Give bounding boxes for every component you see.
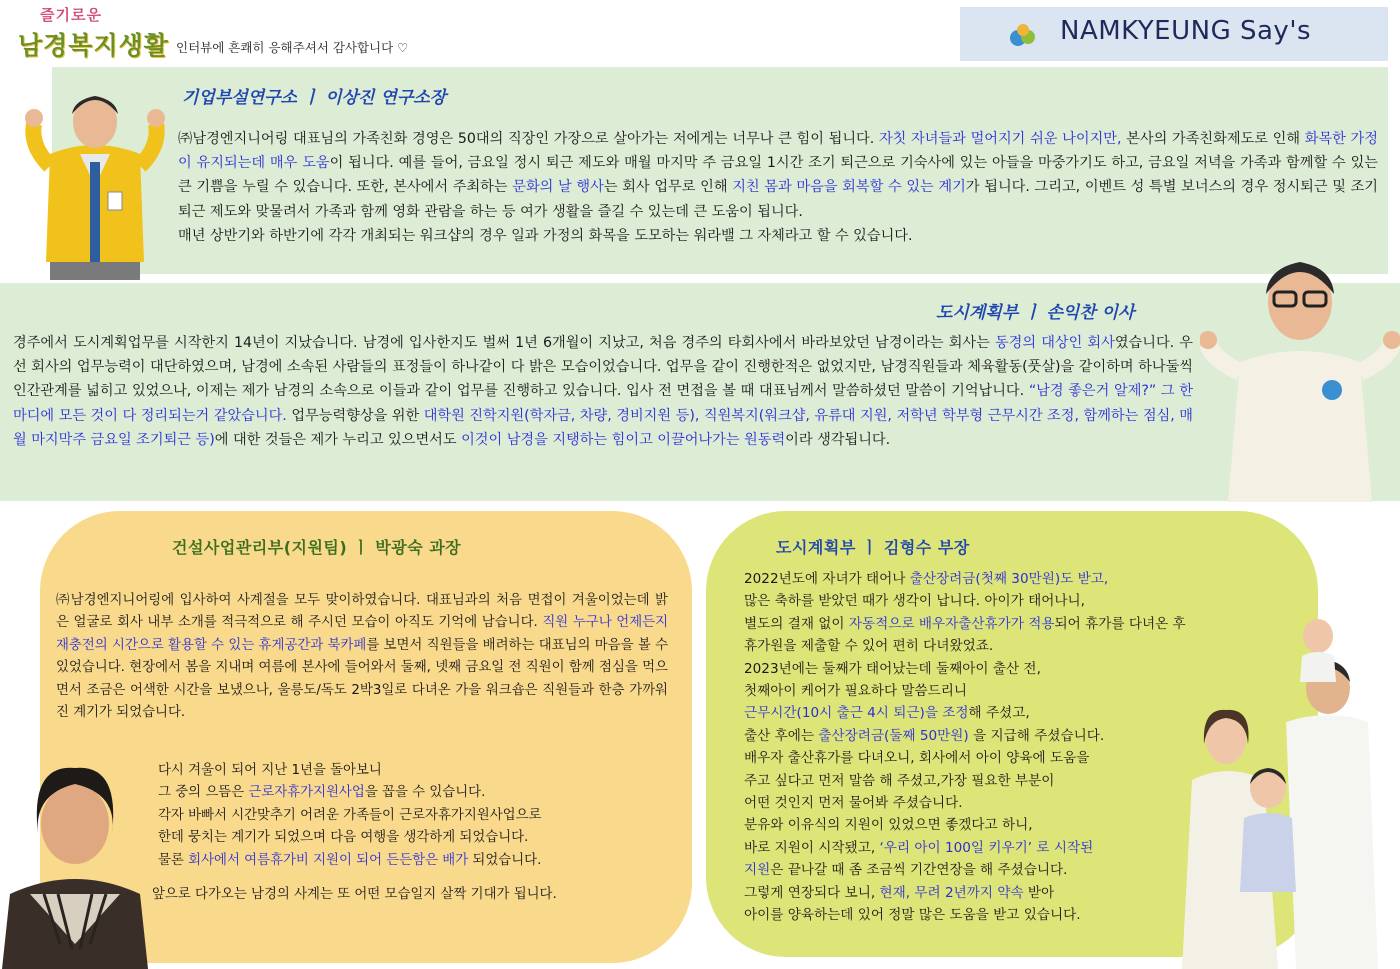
- tagline: 인터뷰에 흔쾌히 응해주셔서 감사합니다 ♡: [176, 40, 409, 55]
- body-text: 출산 후에는: [744, 727, 819, 744]
- body-text: 는 회사 업무로 인해: [603, 179, 733, 196]
- logo-subtitle: 즐기로운: [40, 6, 102, 24]
- highlight-text: 화목한 가정이 유지되는데 매우 도움: [178, 131, 1378, 172]
- highlight-text: “남경 좋은거 알제?” 그 한마디에 모든 것이 다 정리되는거 같았습니다.: [13, 383, 1194, 424]
- highlight-text: 문화의 날 행사: [512, 179, 604, 196]
- section-2-title: 도시계획부 ㅣ 손익찬 이사: [936, 303, 1135, 323]
- manager-photo: [0, 744, 150, 969]
- panel-3-paragraph-1: [56, 590, 668, 724]
- section-1-text: [178, 127, 1378, 248]
- panel-3-closing: 앞으로 다가오는 남경의 사계는 또 어떤 모습일지 살짝 기대가 됩니다.: [152, 887, 557, 902]
- panel-4-line: [744, 590, 1304, 612]
- body-text: 해 주셨고,: [968, 705, 1030, 722]
- body-text: 그렇게 연장되다 보니,: [744, 884, 880, 901]
- body-text: 되어 휴가를 다녀온 후: [1054, 615, 1186, 632]
- panel-4-line: [744, 568, 1304, 590]
- body-text: 를 보면서 직원들을 배려하는 대표님의 마음을 볼 수 있었습니다. 현장에서 봄을 지내며 여름에 본사에 들어와서 둘째, 넷째 금요일 전 직원이 함께 점심을 먹으면서 조금은 어색한 시간을 보냈으나, 울릉도/독도 2박3일로 다녀온 가을 워크숍은 직원들과 한층 가까워진 계기가 되었습니다.: [56, 637, 668, 721]
- highlight-text: 출산장려금(첫째 30만원)도 받고,: [909, 571, 1109, 587]
- director-photo: [1200, 232, 1400, 502]
- body-text: 주고 싶다고 먼저 말씀 해 주셨고,가장 필요한 부분이: [744, 772, 1055, 789]
- body-text: 어떤 것인지 먼저 물어봐 주셨습니다.: [744, 795, 963, 812]
- body-text: 을 지급해 주셨습니다.: [968, 727, 1105, 744]
- body-text: 물론: [158, 852, 189, 868]
- body-text: 은 끝나갈 때 좀 조금씩 기간연장을 해 주셨습니다.: [770, 862, 1068, 879]
- panel-4-title: 도시계획부 ㅣ 김형수 부장: [776, 538, 970, 557]
- body-text: 본사의 가족친화제도로 인해: [1121, 131, 1305, 147]
- body-text: 2022년도에 자녀가 태어나: [744, 571, 910, 587]
- company-logo-icon: [1008, 22, 1038, 50]
- say-title: NAMKYEUNG Say's: [1060, 16, 1312, 46]
- body-text: 에 대한 것들은 제가 누리고 있으면서도: [214, 431, 462, 448]
- panel-3-title: 건설사업관리부(지원팀) ㅣ 박광숙 과장: [172, 538, 462, 557]
- highlight-text: 동경의 대상인 회사: [994, 335, 1115, 351]
- highlight-text: 지원: [744, 862, 771, 879]
- highlight-text: 이것이 남경을 지탱하는 힘이고 이끌어나가는 원동력: [461, 431, 786, 448]
- highlight-text: 대학원 진학지원(학자금, 차량, 경비지원 등), 직원복지(워크샵, 유류대 지원, 저학년 학부형 근무시간 조정, 함께하는 점심, 매월 마지막주 금요일 조기퇴근 등): [13, 407, 1193, 448]
- body-text: 되었습니다.: [468, 852, 542, 868]
- body-text: 그 중의 으뜸은: [158, 785, 249, 801]
- section-1-title: 기업부설연구소 ㅣ 이상진 연구소장: [182, 88, 447, 108]
- body-text: 가 됩니다. 그리고, 이벤트 성 특별 보너스의 경우 정시퇴근 및 조기 퇴근 제도와 맞물려서 가족과 함께 영화 관람을 하는 등 여가 생활을 즐길 수 있는데 큰 도움이 됩니다.: [178, 179, 1378, 220]
- highlight-text: 근무시간(10시 출근 4시 퇴근)을 조정: [744, 705, 969, 722]
- logo-title: 남경복지생활: [18, 31, 169, 60]
- body-text: ㈜남경엔지니어링에 입사하여 사계절을 모두 맞이하였습니다. 대표님과의 처음 면접이 겨울이었는데 밝은 얼굴로 회사 내부 소개를 적극적으로 해 주시던 모습이 아직도 기억에 남습니다.: [56, 593, 668, 631]
- body-text: 각자 바빠서 시간맞추기 어려운 가족들이 근로자휴가지원사업으로: [158, 807, 542, 823]
- body-text: 업무능력향상을 위한: [286, 407, 424, 424]
- body-text: 첫째아이 케어가 필요하다 말씀드리니: [744, 683, 968, 700]
- body-text: ㈜남경엔지니어링 대표님의 가족친화 경영은 50대의 직장인 가장으로 살아가는 저에게는 너무나 큰 힘이 됩니다.: [178, 131, 879, 147]
- highlight-text: 출산장려금(둘째 50만원): [818, 727, 969, 744]
- body-text: 이라 생각됩니다.: [785, 431, 891, 448]
- highlight-text: 회사에서 여름휴가비 지원이 되어 든든함은 배가: [188, 852, 469, 868]
- family-photo: [1168, 612, 1400, 969]
- highlight-text: 자동적으로 배우자출산휴가가 적용: [848, 615, 1055, 632]
- body-text: 받아: [1023, 884, 1055, 901]
- body-text: 배우자 출산휴가를 다녀오니, 회사에서 아이 양육에 도움을: [744, 750, 1090, 767]
- body-text: 2023년에는 둘째가 태어났는데 둘째아이 출산 전,: [744, 660, 1041, 677]
- section-1-last-line: 매년 상반기와 하반기에 각각 개최되는 워크샵의 경우 일과 가정의 화목을 도모하는 워라밸 그 자체라고 할 수 있습니다.: [178, 227, 913, 244]
- body-text: 휴가원을 제출할 수 있어 편히 다녀왔었죠.: [744, 638, 994, 655]
- body-text: 였습니다. 우선 회사의 업무능력이 대단하였으며, 남경에 소속된 사람들의 표정들이 하나같이 다 밝은 모습이었습니다. 업무을 같이 진행한적은 없었지만, 남경직원들과 체육활동(풋살)을 같이하며 하나둘씩 인간관계를 넓히고 있었으나, 이제는 제가 남경의 소속으로 이들과 같이 업무를 진행하고 있습니다. 입사 전 면접을 볼 때 대표님께서 말씀하셨던 말씀이 기억납니다.: [13, 335, 1194, 400]
- highlight-text: ‘우리 아이 100일 키우기’ 로 시작된: [879, 839, 1094, 856]
- body-text: 별도의 결재 없이: [744, 615, 849, 632]
- body-text: 분유와 이유식의 지원이 있었으면 좋겠다고 하니,: [744, 817, 1033, 834]
- body-text: 을 꼽을 수 있습니다.: [364, 785, 486, 801]
- body-text: 바로 지원이 시작됐고,: [744, 839, 880, 856]
- highlight-text: 현재, 무려 2년까지 약속: [879, 884, 1024, 901]
- body-text: 경주에서 도시계획업무를 시작한지 14년이 지났습니다. 남경에 입사한지도 벌써 1년 6개월이 지났고, 처음 경주의 타회사에서 바라보았던 남경이라는 회사는: [13, 335, 995, 351]
- body-text: 한데 뭉치는 계기가 되었으며 다음 여행을 생각하게 되었습니다.: [158, 830, 529, 846]
- section-2-text: [13, 331, 1193, 452]
- highlight-text: 근로자휴가지원사업: [248, 785, 365, 801]
- body-text: 이 됩니다. 예를 들어, 금요일 정시 퇴근 제도와 매월 마지막 주 금요일 1시간 조기 퇴근으로 기숙사에 있는 아들을 마중가기도 하고, 금요일 저녁을 가족과 함께할 수 있는 큰 기쁨을 누릴 수 있습니다. 또한, 본사에서 주최하는: [178, 155, 1378, 196]
- highlight-text: 직원 누구나 언제든지 재충전의 시간으로 활용할 수 있는 휴게공간과 북카페: [56, 615, 668, 653]
- body-text: 아이를 양육하는데 있어 정말 많은 도움을 받고 있습니다.: [744, 907, 1081, 924]
- panel-3-paragraph-2: [158, 760, 658, 872]
- highlight-text: 자칫 자녀들과 멀어지기 쉬운 나이지만,: [878, 131, 1122, 147]
- highlight-text: 지친 몸과 마음을 회복할 수 있는 계기: [732, 179, 966, 196]
- body-text: 많은 축하를 받았던 때가 생각이 납니다. 아이가 태어나니,: [744, 593, 1085, 610]
- body-text: 다시 겨울이 되어 지난 1년을 돌아보니: [158, 763, 382, 778]
- researcher-photo: [20, 66, 170, 280]
